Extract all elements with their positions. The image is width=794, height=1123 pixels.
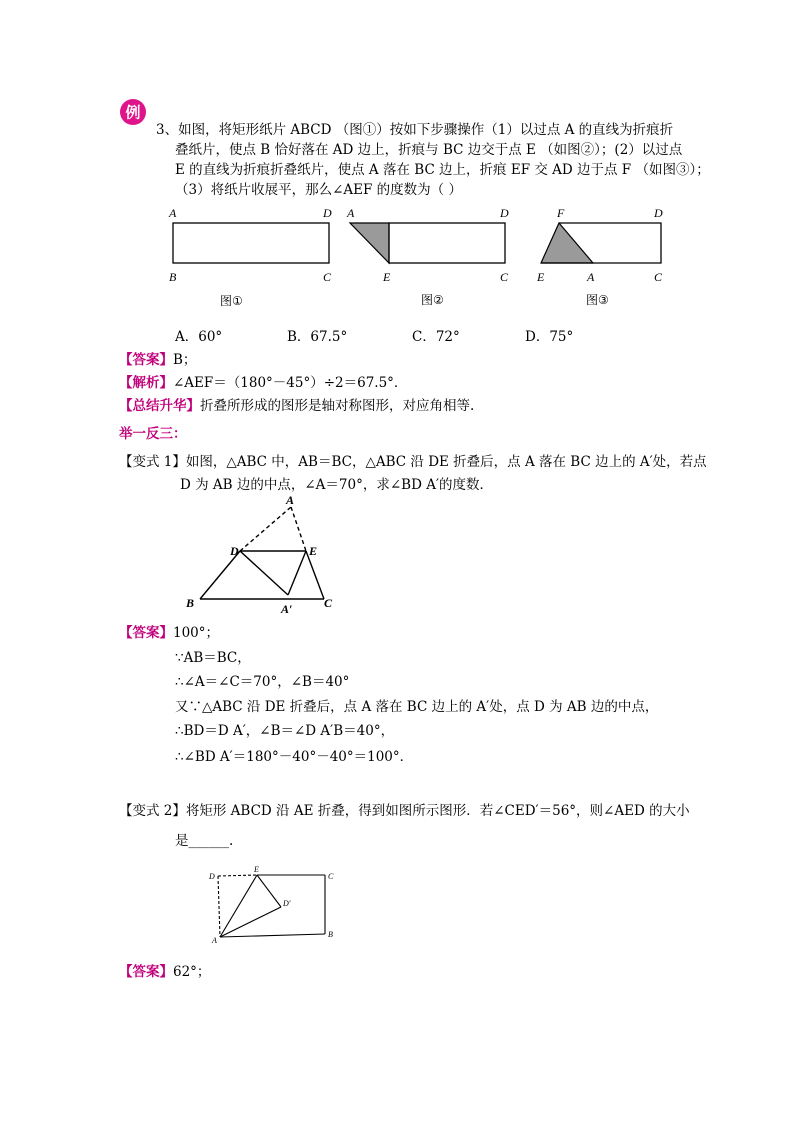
dashed-DE xyxy=(218,875,257,876)
segment-DA-dashed xyxy=(240,507,291,551)
segment-DA-prime xyxy=(240,551,288,595)
answer-1 xyxy=(119,350,196,370)
fig3-label-E: E xyxy=(537,270,545,284)
fig1-label-A: A xyxy=(169,206,177,220)
fig2-label-D: D xyxy=(500,206,509,220)
variant-1-step-5: ∴∠BD A′＝180°－40°－40°＝100°． xyxy=(175,749,414,765)
fig1-caption: 图① xyxy=(220,294,243,308)
option-d: D．75° xyxy=(525,329,574,345)
fig3-caption: 图③ xyxy=(586,293,609,307)
triangle-fold-figure xyxy=(180,493,340,619)
example-badge-icon xyxy=(119,98,147,126)
analysis-1-tag: 【解析】 xyxy=(119,375,173,391)
analysis-1-text: ∠AEF＝（180°－45°）÷2＝67.5°． xyxy=(173,375,408,391)
fig3-label-C: C xyxy=(654,270,663,284)
tri-label-A-prime: A′ xyxy=(281,602,293,616)
variant-2-answer-text: 62°； xyxy=(173,964,211,980)
variant-2-line-2: 是______. xyxy=(175,833,234,849)
dashed-DA xyxy=(218,876,220,937)
rect-label-E: E xyxy=(254,865,259,874)
segment-BD xyxy=(200,551,240,599)
variant-2-answer xyxy=(119,962,210,982)
summary-1 xyxy=(119,396,474,416)
tri-label-D: D xyxy=(230,544,239,558)
rect-label-D: D xyxy=(209,872,215,881)
fig1-rectangle xyxy=(173,223,329,263)
rectangle-fold-figure xyxy=(205,865,345,945)
segment-EC xyxy=(306,551,324,599)
option-c: C．72° xyxy=(412,329,460,345)
tri-label-A: A xyxy=(286,493,295,507)
section-title: 举一反三： xyxy=(119,426,187,442)
variant-1-step-1: ∵AB＝BC， xyxy=(175,650,251,666)
variant-1-answer-text: 100°； xyxy=(173,625,220,641)
answer-1-text: B； xyxy=(173,352,197,368)
tri-label-B: B xyxy=(186,596,195,610)
variant-2-line-1: 【变式 2】将矩形 ABCD 沿 AE 折叠，得到如图所示图形．若∠CED′＝56°，则∠AED 的大小 xyxy=(119,803,690,819)
variant-1-line-2: D 为 AB 边的中点，∠A＝70°，求∠BD A′的度数． xyxy=(180,477,494,493)
segment-EA-prime xyxy=(288,551,306,595)
example-line-2: 叠纸片，使点 B 恰好落在 AD 边上，折痕与 BC 边交于点 E （如图②）；(2）以过点 xyxy=(175,142,683,158)
example-line-1: 3、如图，将矩形纸片 ABCD （图①）按如下步骤操作（1）以过点 A 的直线为折痕折 xyxy=(156,122,674,138)
option-b: B．67.5° xyxy=(287,329,348,345)
rect-label-A: A xyxy=(212,936,217,945)
fig3-shaded-triangle xyxy=(541,223,593,263)
segment-ED-prime xyxy=(257,875,281,907)
fold-figures xyxy=(165,203,675,288)
variant-1-answer xyxy=(119,623,219,643)
variant-1-step-3: 又∵△ABC 沿 DE 折叠后，点 A 落在 BC 边上的 A′处，点 D 为 AB 边的中点， xyxy=(175,699,659,715)
rect-label-B: B xyxy=(328,930,333,939)
fig3-label-D: D xyxy=(654,206,663,220)
option-a: A．60° xyxy=(175,329,223,345)
fig2-caption: 图② xyxy=(421,293,444,307)
variant-1-step-2: ∴∠A＝∠C＝70°，∠B＝40° xyxy=(175,674,350,690)
analysis-1 xyxy=(119,373,407,393)
variant-1-answer-tag: 【答案】 xyxy=(119,625,173,641)
answer-1-tag: 【答案】 xyxy=(119,352,173,368)
example-line-3: E 的直线为折痕折叠纸片，使点 A 落在 BC 边上，折痕 EF 交 AD 边于点 F （如图③）； xyxy=(175,162,710,178)
fig1-label-C: C xyxy=(323,270,332,284)
fig1-label-B: B xyxy=(169,270,177,284)
segment-AE-dashed xyxy=(291,507,306,551)
summary-1-text: 折叠所形成的图形是轴对称图形，对应角相等. xyxy=(200,398,475,414)
fig2-label-E: E xyxy=(383,270,391,284)
badge-text: 例 xyxy=(125,105,141,122)
variant-1-step-4: ∴BD＝D A′，∠B＝∠D A′B＝40°， xyxy=(175,723,395,739)
segment-AB xyxy=(220,934,325,937)
tri-label-E: E xyxy=(309,544,318,558)
tri-label-C: C xyxy=(324,596,333,610)
variant-1-line-1: 【变式 1】如图，△ABC 中，AB＝BC，△ABC 沿 DE 折叠后，点 A 落在 BC 边上的 A′处，若点 xyxy=(119,454,707,470)
fig3-label-A: A xyxy=(587,270,595,284)
fig2-shaded-triangle xyxy=(350,223,389,263)
example-line-4: （3）将纸片收展平，那么∠AEF 的度数为（ ） xyxy=(175,182,462,198)
fig2-label-C: C xyxy=(500,270,509,284)
fig2-label-A: A xyxy=(347,206,355,220)
rect-label-C: C xyxy=(328,872,334,881)
fig2-rectangle xyxy=(389,223,505,263)
rect-label-D-prime: D′ xyxy=(283,899,291,908)
summary-1-tag: 【总结升华】 xyxy=(119,398,200,414)
fig1-label-D: D xyxy=(323,206,332,220)
fig3-label-F: F xyxy=(557,206,565,220)
variant-2-answer-tag: 【答案】 xyxy=(119,964,173,980)
